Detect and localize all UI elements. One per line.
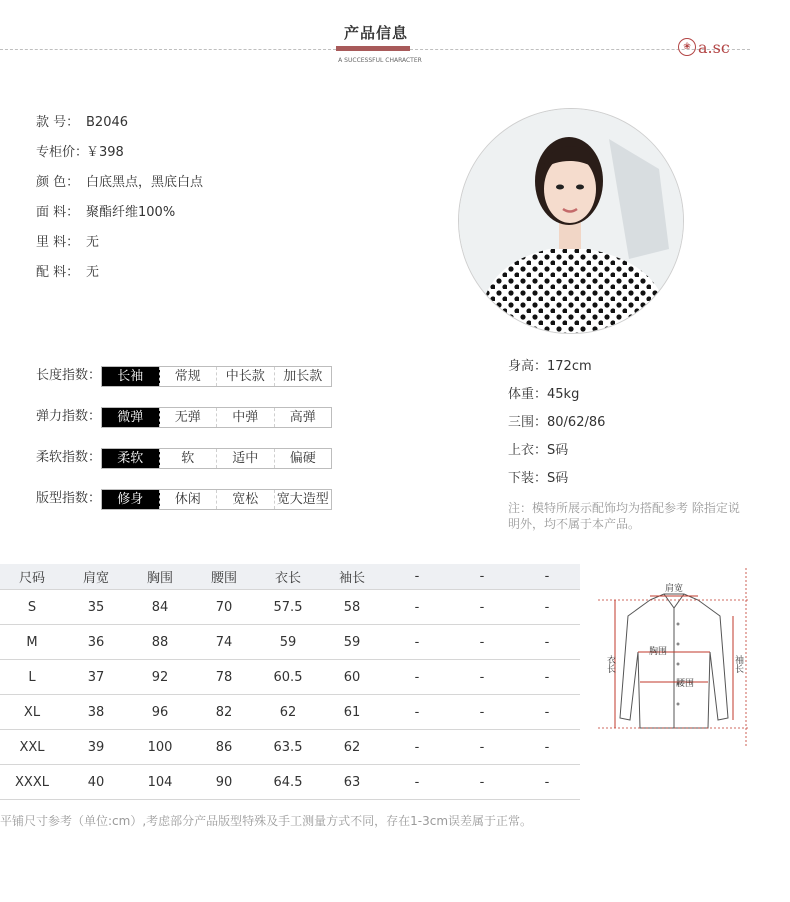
col-header-size: 尺码 <box>0 564 64 590</box>
table-cell: - <box>450 730 514 765</box>
page-subtitle: A SUCCESSFUL CHARACTER <box>338 57 422 64</box>
diagram-label-shoulder: 肩宽 <box>664 584 684 594</box>
diagram-label-length: 衣长 <box>605 655 615 673</box>
info-value: 聚酯纤维100% <box>86 205 176 220</box>
model-measurements: 三围：80/62/86 <box>508 415 606 430</box>
table-cell: 63.5 <box>256 730 320 765</box>
table-cell: L <box>0 660 64 695</box>
size-table <box>0 564 580 800</box>
table-cell: 60 <box>320 660 384 695</box>
table-cell: 36 <box>64 625 128 660</box>
table-cell: 58 <box>320 590 384 625</box>
length-option-long-sleeve[interactable]: 长袖 <box>102 367 160 386</box>
info-label: 款 号： <box>36 115 80 130</box>
table-cell: 104 <box>128 765 192 800</box>
diagram-label-sleeve: 袖长 <box>733 655 743 673</box>
table-cell: 100 <box>128 730 192 765</box>
table-cell: XXL <box>0 730 64 765</box>
measurement-diagram <box>598 568 750 748</box>
info-label: 里 料： <box>36 235 80 250</box>
table-cell: - <box>514 730 580 765</box>
info-label: 颜 色： <box>36 175 80 190</box>
length-index-label: 长度指数： <box>36 368 102 383</box>
elasticity-index-label: 弹力指数： <box>36 409 102 424</box>
info-value: ￥398 <box>86 145 124 160</box>
table-cell: 63 <box>320 765 384 800</box>
table-cell: - <box>384 625 450 660</box>
table-cell: - <box>514 660 580 695</box>
length-option-extra-long[interactable]: 加长款 <box>283 369 323 384</box>
table-cell: - <box>514 625 580 660</box>
table-cell: - <box>450 660 514 695</box>
col-header-chest: 胸围 <box>128 564 192 590</box>
table-cell: 88 <box>128 625 192 660</box>
table-cell: 61 <box>320 695 384 730</box>
table-cell: 64.5 <box>256 765 320 800</box>
table-cell: 59 <box>320 625 384 660</box>
brand-logo <box>678 36 730 58</box>
fit-index-label: 版型指数： <box>36 491 102 506</box>
info-value: 白底黑点，黑底白点 <box>86 175 204 190</box>
info-value: 无 <box>86 235 100 250</box>
elasticity-option-none[interactable]: 无弹 <box>160 408 218 427</box>
info-value: 无 <box>86 265 100 280</box>
table-cell: - <box>450 695 514 730</box>
fit-option-oversized[interactable]: 宽大造型 <box>276 492 329 507</box>
table-cell: 86 <box>192 730 256 765</box>
model-note: 注：模特所展示配饰均为搭配参考 除指定说明外，均不属于本产品。 <box>508 501 740 531</box>
table-cell: - <box>384 730 450 765</box>
info-color <box>36 174 203 192</box>
fit-option-loose[interactable]: 宽松 <box>217 490 275 509</box>
brand-logo-icon: ❀ <box>678 38 696 56</box>
model-portrait <box>458 108 684 334</box>
table-cell: 40 <box>64 765 128 800</box>
info-style-no <box>36 114 128 132</box>
table-cell: 82 <box>192 695 256 730</box>
col-header-length: 衣长 <box>256 564 320 590</box>
fit-index-options <box>101 489 332 510</box>
info-label: 配 料： <box>36 265 80 280</box>
table-row <box>0 695 580 730</box>
page-title: 产品信息 <box>343 24 408 42</box>
table-cell: 96 <box>128 695 192 730</box>
length-option-regular[interactable]: 常规 <box>160 367 218 386</box>
table-cell: - <box>384 660 450 695</box>
table-row <box>0 590 580 625</box>
table-cell: 57.5 <box>256 590 320 625</box>
table-row <box>0 660 580 695</box>
table-cell: - <box>514 590 580 625</box>
table-cell: 38 <box>64 695 128 730</box>
table-cell: 92 <box>128 660 192 695</box>
table-cell: 78 <box>192 660 256 695</box>
softness-option-softish[interactable]: 软 <box>160 449 218 468</box>
table-cell: 62 <box>320 730 384 765</box>
table-cell: - <box>450 625 514 660</box>
table-cell: 62 <box>256 695 320 730</box>
info-label: 专柜价： <box>36 145 89 160</box>
table-cell: - <box>450 590 514 625</box>
table-cell: 60.5 <box>256 660 320 695</box>
elasticity-index-options <box>101 407 332 428</box>
col-header-sleeve: 袖长 <box>320 564 384 590</box>
info-label: 面 料： <box>36 205 80 220</box>
table-row <box>0 625 580 660</box>
softness-index-label: 柔软指数： <box>36 450 102 465</box>
info-accessory <box>36 264 99 282</box>
model-bottom-size: 下装：S码 <box>508 471 569 486</box>
info-fabric <box>36 204 175 222</box>
table-cell: 74 <box>192 625 256 660</box>
size-footnote: 平铺尺寸参考（单位:cm）,考虑部分产品版型特殊及手工测量方式不同，存在1-3cm误差属于正常。 <box>0 814 533 828</box>
title-underline <box>336 46 410 51</box>
softness-option-stiff[interactable]: 偏硬 <box>289 451 316 466</box>
model-weight: 体重：45kg <box>508 387 580 402</box>
model-top-size: 上衣：S码 <box>508 443 569 458</box>
table-cell: 90 <box>192 765 256 800</box>
elasticity-option-high[interactable]: 高弹 <box>289 410 316 425</box>
table-cell: - <box>450 765 514 800</box>
info-lining <box>36 234 99 252</box>
header-divider-left <box>0 49 336 50</box>
table-cell: - <box>384 765 450 800</box>
softness-option-soft[interactable]: 柔软 <box>102 449 160 468</box>
col-header-empty: - <box>514 564 580 590</box>
length-index-options <box>101 366 332 387</box>
diagram-label-waist: 腰围 <box>675 679 695 689</box>
table-cell: - <box>384 590 450 625</box>
table-cell: 84 <box>128 590 192 625</box>
fit-option-casual[interactable]: 休闲 <box>160 490 218 509</box>
table-cell: - <box>514 695 580 730</box>
table-cell: 70 <box>192 590 256 625</box>
softness-index-options <box>101 448 332 469</box>
col-header-empty: - <box>450 564 514 590</box>
table-cell: 59 <box>256 625 320 660</box>
table-row <box>0 765 580 800</box>
info-price <box>36 144 124 162</box>
fit-option-slim[interactable]: 修身 <box>102 490 160 509</box>
table-cell: 37 <box>64 660 128 695</box>
table-cell: XXXL <box>0 765 64 800</box>
table-cell: S <box>0 590 64 625</box>
info-value: B2046 <box>86 115 129 130</box>
brand-name: a.sc <box>698 37 730 57</box>
table-cell: - <box>384 695 450 730</box>
col-header-shoulder: 肩宽 <box>64 564 128 590</box>
softness-option-moderate[interactable]: 适中 <box>217 449 275 468</box>
table-cell: - <box>514 765 580 800</box>
elasticity-option-medium[interactable]: 中弹 <box>217 408 275 427</box>
table-cell: 35 <box>64 590 128 625</box>
table-cell: XL <box>0 695 64 730</box>
length-option-mid-long[interactable]: 中长款 <box>217 367 275 386</box>
table-cell: 39 <box>64 730 128 765</box>
elasticity-option-slight[interactable]: 微弹 <box>102 408 160 427</box>
model-height: 身高：172cm <box>508 359 592 374</box>
table-header-row <box>0 564 580 590</box>
table-row <box>0 730 580 765</box>
diagram-label-chest: 胸围 <box>648 647 668 657</box>
col-header-empty: - <box>384 564 450 590</box>
col-header-waist: 腰围 <box>192 564 256 590</box>
table-cell: M <box>0 625 64 660</box>
